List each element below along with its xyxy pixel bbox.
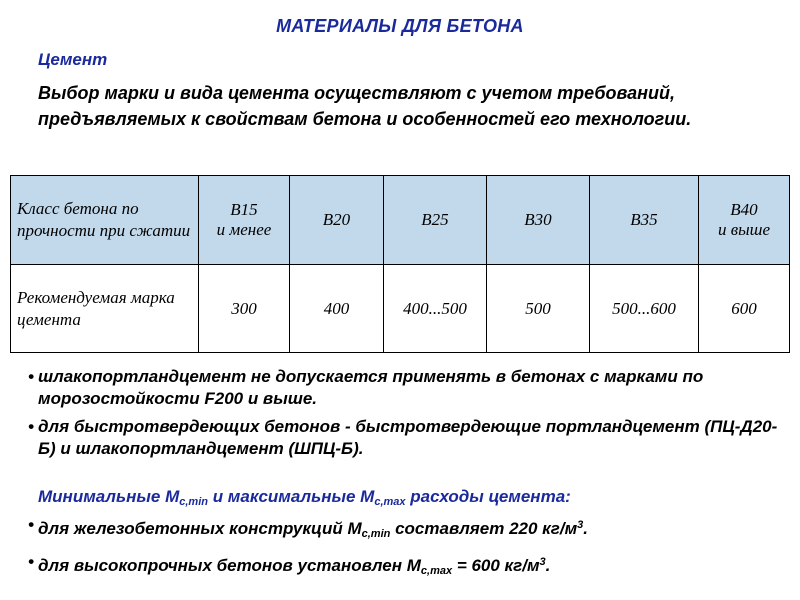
class-label: В40 — [730, 200, 758, 219]
item-text: = 600 кг/м — [452, 556, 540, 575]
item-subscript: c,min — [361, 528, 391, 540]
heading-text: Минимальные М — [38, 487, 180, 506]
concrete-class-cell — [199, 176, 290, 265]
item-text: . — [583, 519, 589, 538]
cement-grade-cell: 600 — [699, 265, 790, 353]
item-text: для железобетонных конструкций М — [38, 519, 362, 538]
class-label: В15 — [230, 200, 258, 219]
bullet-icon: • — [28, 417, 34, 436]
concrete-class-cell — [487, 176, 590, 265]
item-text: . — [545, 556, 551, 575]
heading-subscript: c,max — [374, 496, 406, 508]
item-superscript: 3 — [539, 556, 546, 568]
note-text: для быстротвердеющих бетонов - быстротвердеющие портландцемент (ПЦ-Д20-Б) и шлакопортландцемент (ШПЦ-Б). — [38, 417, 778, 458]
concrete-class-cell — [699, 176, 790, 265]
cement-notes-list — [28, 366, 778, 460]
concrete-class-row — [11, 176, 790, 265]
cement-grade-row — [11, 265, 790, 353]
page-title: МАТЕРИАЛЫ ДЛЯ БЕТОНА — [276, 16, 524, 36]
class-label: В20 — [322, 210, 351, 229]
note-text: шлакопортландцемент не допускается применять в бетонах с марками по морозостойкости F200 и выше. — [38, 367, 704, 408]
concrete-class-cell — [590, 176, 699, 265]
cement-grade-cell: 300 — [199, 265, 290, 353]
cement-grade-cell: 500 — [487, 265, 590, 353]
section-heading: Цемент — [38, 50, 108, 69]
cement-grade-cell: 400 — [290, 265, 384, 353]
bullet-icon: • — [28, 552, 34, 571]
heading-subscript: c,min — [179, 496, 208, 508]
heading-text: расходы цемента: — [405, 487, 571, 506]
bullet-icon: • — [28, 515, 34, 534]
class-label: В25 — [421, 210, 449, 229]
intro-paragraph: Выбор марки и вида цемента осуществляют с учетом требований, предъявляемых к свойствам бетона и особенностей его технологии. — [38, 83, 692, 129]
class-qualifier: и менее — [216, 220, 272, 239]
item-text: для высокопрочных бетонов установлен М — [38, 556, 421, 575]
list-item — [28, 366, 778, 410]
class-label: В35 — [630, 210, 658, 229]
cement-grade-cell: 400...500 — [384, 265, 487, 353]
list-item — [28, 549, 788, 584]
cement-grade-table — [10, 175, 790, 353]
cement-grade-header: Рекомендуемая марка цемента — [11, 265, 199, 353]
bullet-icon: • — [28, 367, 34, 386]
class-label: В30 — [524, 210, 552, 229]
concrete-class-cell — [384, 176, 487, 265]
list-item — [28, 416, 778, 460]
item-subscript: c,max — [420, 565, 453, 577]
concrete-class-header: Класс бетона по прочности при сжатии — [11, 176, 199, 265]
item-superscript: 3 — [577, 519, 584, 531]
item-text: составляет 220 кг/м — [390, 519, 578, 538]
class-qualifier: и выше — [717, 220, 771, 239]
cement-grade-cell: 500...600 — [590, 265, 699, 353]
consumption-list — [28, 512, 788, 584]
heading-text: и максимальные М — [207, 487, 375, 506]
list-item — [28, 512, 788, 547]
concrete-class-cell — [290, 176, 384, 265]
consumption-heading — [38, 487, 571, 508]
